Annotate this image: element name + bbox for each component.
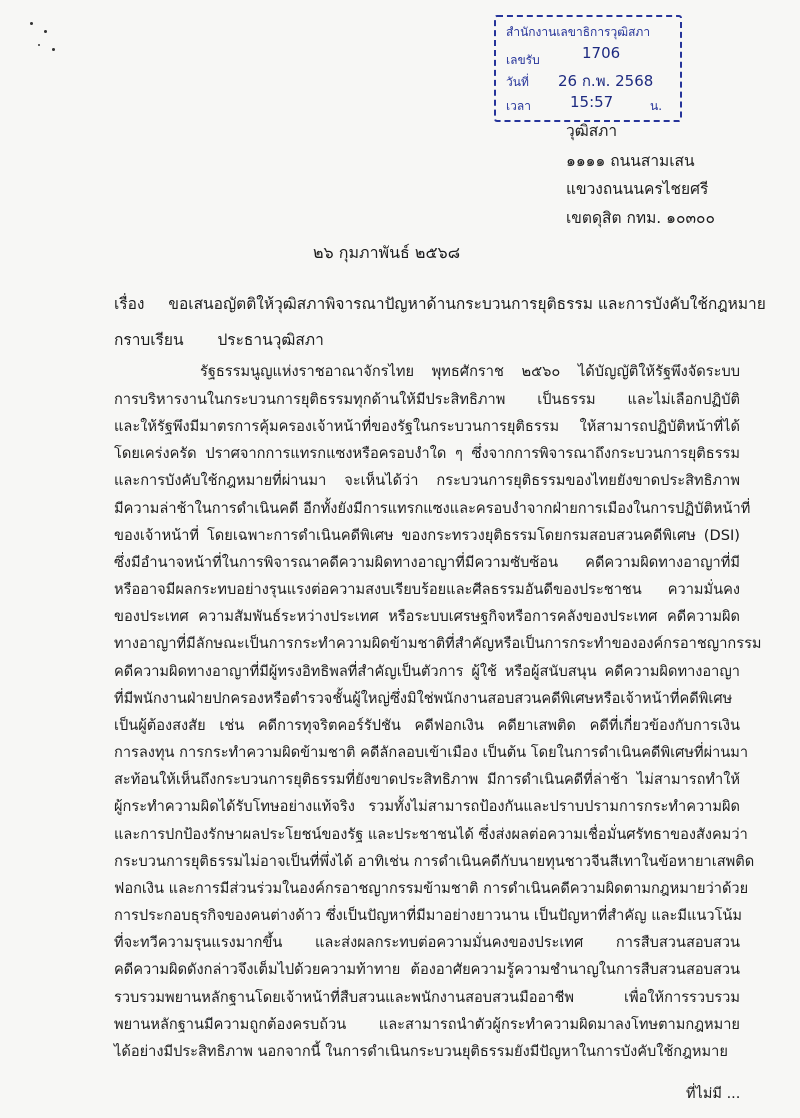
body-line: ที่จะทวีความรุนแรงมากขึ้น และส่งผลกระทบต่อความมั่นคงของประเทศ การสืบสวนสอบสวน: [114, 934, 740, 951]
body-line: โดยเคร่งครัด ปราศจากการแทรกแซงหรือครอบงำใด ๆ ซึ่งจากการพิจารณาถึงกระบวนการยุติธรรม: [114, 445, 740, 462]
subject-line: [114, 291, 766, 316]
scan-speck: [30, 22, 33, 25]
body-line: มีความล่าช้าในการดำเนินคดี อีกทั้งยังมีการแทรกแซงและครอบงำจากฝ่ายการเมืองในการปฏิบัติหน้าที่: [114, 500, 751, 517]
body-line: ที่มีพนักงานฝ่ายปกครองหรือตำรวจชั้นผู้ใหญ่ซึ่งมิใช่พนักงานสอบสวนคดีพิเศษหรือเจ้าหน้าที่คดีพิเศษ: [114, 690, 733, 707]
body-line: คดีความผิดทางอาญาที่มีผู้ทรงอิทธิพลที่สำคัญเป็นตัวการ ผู้ใช้ หรือผู้สนับสนุน คดีความผิดทางอาญา: [114, 663, 740, 680]
body-line: ได้อย่างมีประสิทธิภาพ นอกจากนี้ ในการดำเนินกระบวนยุติธรรมยังมีปัญหาในการบังคับใช้กฎหมาย: [114, 1043, 728, 1060]
body-line: ผู้กระทำความผิดได้รับโทษอย่างแท้จริง รวมทั้งไม่สามารถป้องกันและปราบปรามการกระทำความผิด: [114, 798, 740, 815]
stamp-receive-no: 1706: [582, 44, 621, 62]
stamp-office: สำนักงานเลขาธิการวุฒิสภา: [506, 25, 651, 39]
scan-speck: [52, 48, 55, 51]
body-line: หรืออาจมีผลกระทบอย่างรุนแรงต่อความสงบเรียบร้อยและศีลธรรมอันดีของประชาชน ความมั่นคง: [114, 581, 740, 598]
scan-speck: [38, 44, 40, 46]
receipt-stamp: [494, 15, 682, 122]
body-line: กระบวนการยุติธรรมไม่อาจเป็นที่พึ่งได้ อาทิเช่น การดำเนินคดีกับนายทุนชาวจีนสีเทาในข้อหายาเสพติด: [114, 853, 755, 870]
letter-date: ๒๖ กุมภาพันธ์ ๒๕๖๘: [313, 243, 461, 262]
body-line: การบริหารงานในกระบวนการยุติธรรมทุกด้านให้มีประสิทธิภาพ เป็นธรรม และไม่เลือกปฏิบัติ: [114, 391, 740, 408]
body-line: การประกอบธุรกิจของคนต่างด้าว ซึ่งเป็นปัญหาที่มีมาอย่างยาวนาน เป็นปัญหาที่สำคัญ และมีแนวโน้ม: [114, 907, 743, 924]
body-line: และการบังคับใช้กฎหมายที่ผ่านมา จะเห็นได้ว่า กระบวนการยุติธรรมของไทยยังขาดประสิทธิภาพ: [114, 472, 740, 489]
continuation-marker: ที่ไม่มี ...: [686, 1086, 741, 1102]
stamp-receive-label: เลขรับ: [506, 53, 540, 67]
address-line-3: แขวงถนนนครไชยศรี: [566, 180, 709, 198]
body-line: และการปกป้องรักษาผลประโยชน์ของรัฐ และประชาชนได้ ซึ่งส่งผลต่อความเชื่อมั่นศรัทธาของสังคมว่า: [114, 826, 748, 843]
subject-label: เรื่อง: [114, 295, 145, 313]
address-line-2: ๑๑๑๑ ถนนสามเสน: [566, 152, 695, 170]
body-line: ของประเทศ ความสัมพันธ์ระหว่างประเทศ หรือระบบเศรษฐกิจหรือการคลังของประเทศ คดีความผิด: [114, 608, 740, 625]
body-line: และให้รัฐพึงมีมาตรการคุ้มครองเจ้าหน้าที่ของรัฐในกระบวนการยุติธรรม ให้สามารถปฏิบัติหน้าที่ได้: [114, 418, 740, 435]
body-line: ทางอาญาที่มีลักษณะเป็นการกระทำความผิดข้ามชาติที่สำคัญหรือเป็นการกระทำขององค์กรอาชญากรรม: [114, 635, 762, 652]
body-line: สะท้อนให้เห็นถึงกระบวนการยุติธรรมที่ยังขาดประสิทธิภาพ มีการดำเนินคดีที่ล่าช้า ไม่สามารถทำให้: [114, 771, 740, 788]
stamp-date-value: 26 ก.พ. 2568: [558, 72, 654, 90]
stamp-time-value: 15:57: [570, 93, 614, 111]
body-line: เป็นผู้ต้องสงสัย เช่น คดีการทุจริตคอร์รัปชัน คดีฟอกเงิน คดียาเสพติด คดีที่เกี่ยวข้องกับการเงิน: [114, 717, 740, 734]
body-line: ฟอกเงิน และการมีส่วนร่วมในองค์กรอาชญากรรมข้ามชาติ การดำเนินคดีความผิดตามกฎหมายว่าด้วย: [114, 880, 749, 897]
body-line: รัฐธรรมนูญแห่งราชอาณาจักรไทย พุทธศักราช ๒๕๖๐ ได้บัญญัติให้รัฐพึงจัดระบบ: [200, 363, 740, 380]
address-line-4: เขตดุสิต กทม. ๑๐๓๐๐: [566, 209, 715, 227]
body-line: ของเจ้าหน้าที่ โดยเฉพาะการดำเนินคดีพิเศษ ของกระทรวงยุติธรรมโดยกรมสอบสวนคดีพิเศษ (DSI): [114, 527, 740, 544]
body-line: การลงทุน การกระทำความผิดข้ามชาติ คดีลักลอบเข้าเมือง เป็นต้น โดยในการดำเนินคดีพิเศษที่ผ่านมา: [114, 744, 749, 761]
body-line: รวบรวมพยานหลักฐานโดยเจ้าหน้าที่สืบสวนและพนักงานสอบสวนมืออาชีพ เพื่อให้การรวบรวม: [114, 989, 740, 1006]
scan-speck: [44, 30, 47, 33]
subject-text: ขอเสนอญัตติให้วุฒิสภาพิจารณาปัญหาด้านกระบวนการยุติธรรม และการบังคับใช้กฎหมาย: [168, 295, 766, 313]
stamp-time-unit: น.: [650, 99, 663, 113]
salutation-label: กราบเรียน: [114, 331, 184, 349]
stamp-date-label: วันที่: [506, 75, 529, 89]
address-line-1: วุฒิสภา: [566, 122, 618, 140]
salutation-text: ประธานวุฒิสภา: [217, 331, 324, 349]
body-line: ซึ่งมีอำนาจหน้าที่ในการพิจารณาคดีความผิดทางอาญาที่มีความซับซ้อน คดีความผิดทางอาญาที่มี: [114, 554, 740, 571]
stamp-time-label: เวลา: [506, 99, 531, 113]
salutation-line: [114, 327, 324, 352]
body-line: พยานหลักฐานมีความถูกต้องครบถ้วน และสามารถนำตัวผู้กระทำความผิดมาลงโทษตามกฎหมาย: [114, 1016, 740, 1033]
body-line: คดีความผิดดังกล่าวจึงเต็มไปด้วยความท้าทาย ต้องอาศัยความรู้ความชำนาญในการสืบสวนสอบสวน: [114, 961, 740, 978]
